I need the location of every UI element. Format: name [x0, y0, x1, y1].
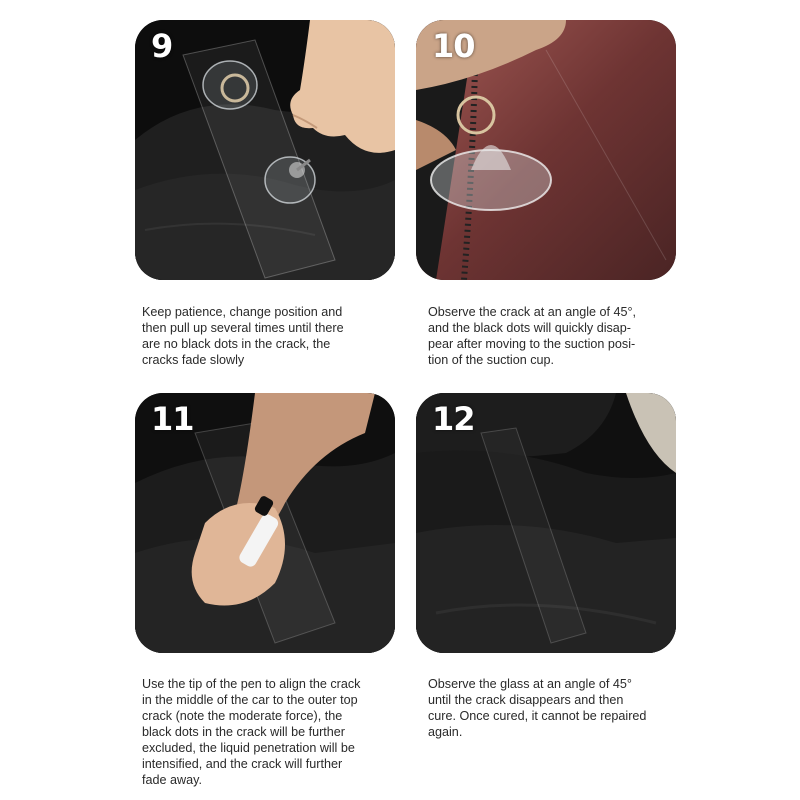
step-12-caption: Observe the glass at an angle of 45° until the crack disappears and then cure. Once cured, it cannot be repaired again.: [428, 677, 647, 739]
step-number-9: 9: [151, 27, 173, 65]
step-number-12: 12: [432, 400, 475, 438]
step-10-photo: [416, 20, 676, 280]
step-11-caption: Use the tip of the pen to align the crack in the middle of the car to the outer top crack (note the moderate force), the black dots in the crack will be further excluded, the liquid penetration will be intensified, and the crack will further fade away.: [142, 677, 361, 787]
step-9-photo: [135, 20, 395, 280]
step-9-caption: Keep patience, change position and then pull up several times until there are no black dots in the crack, the cracks fade slowly: [142, 305, 344, 367]
step-11-photo: [135, 393, 395, 653]
step-9-illustration: [135, 20, 395, 280]
step-12-photo: [416, 393, 676, 653]
step-number-11: 11: [151, 400, 194, 438]
step-number-10: 10: [432, 27, 475, 65]
step-10-caption: Observe the crack at an angle of 45°, and the black dots will quickly disap- pear after moving to the suction posi- tion of the suction cup.: [428, 305, 637, 367]
